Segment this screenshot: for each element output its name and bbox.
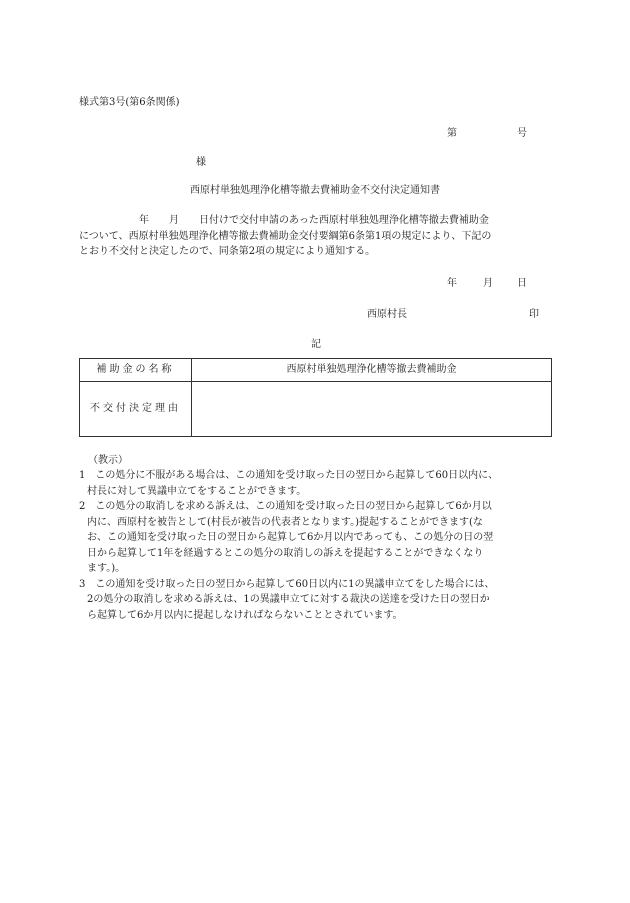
instruction-line: お、この通知を受け取った日の翌日から起算して6か月以内であっても、この処分の日の翌 [87,532,494,543]
instruction-line: 1 この処分に不服がある場合は、この通知を受け取った日の翌日から起算して60日以内に、 [79,470,499,481]
instruction-line: ます。)。 [87,563,126,574]
signer-title: 西原村長 [367,309,407,320]
issue-date-year: 年 [447,278,457,289]
notice-body-line: とおり不交付と決定したので、同条第2項の規定により通知する。 [79,246,376,257]
detail-table [79,358,552,437]
instruction-line: 村長に対して異議申立てをすることができます。 [87,485,307,497]
instruction-item [79,468,559,499]
seal-mark: 印 [529,309,539,320]
form-number: 様式第3号(第6条関係) [79,97,180,108]
instruction-line: ら起算して6か月以内に提起しなければならないこととされています。 [87,609,403,621]
notice-body-line: 年 月 日付けで交付申請のあった西原村単独処理浄化槽等撤去費補助金 [79,215,489,226]
document-number-label: 第 [447,128,457,139]
subsidy-name-value: 西原村単独処理浄化槽等撤去費補助金 [192,359,552,382]
ki-heading: 記 [311,339,321,350]
recipient-honorific: 様 [196,157,206,168]
issue-date-month: 月 [483,278,493,289]
subsidy-name-label: 補助金の名称 [80,359,192,382]
instruction-line: 内に、西原村を被告として(村長が被告の代表者となります。)提起することができます(な [87,516,483,528]
document-title: 西原村単独処理浄化槽等撤去費補助金不交付決定通知書 [190,185,440,196]
instruction-item [79,499,559,577]
issue-date-day: 日 [517,278,527,289]
non-grant-reason-value [192,382,552,437]
notice-body [79,213,554,260]
instruction-heading: （教示） [88,455,128,466]
instruction-line: 2 この処分の取消しを求める訴えは、この通知を受け取った日の翌日から起算して6か月以 [79,501,492,512]
instruction-item [79,577,559,624]
instruction-line: 2の処分の取消しを求める訴えは、1の異議申立てに対する裁決の送達を受けた日の翌日か [87,594,490,605]
non-grant-reason-label: 不交付決定理由 [80,382,192,437]
instruction-line: 日から起算して1年を経過するとこの処分の取消しの訴えを提起することができなくなり [87,547,484,559]
table-row [80,359,552,382]
instruction-line: 3 この通知を受け取った日の翌日から起算して60日以内に1の異議申立てをした場合には、 [79,578,495,590]
notice-body-line: について、西原村単独処理浄化槽等撤去費補助金交付要綱第6条第1項の規定により、下記の [79,230,492,242]
table-row [80,382,552,437]
document-number-suffix: 号 [517,128,527,139]
instruction-list [79,468,559,623]
